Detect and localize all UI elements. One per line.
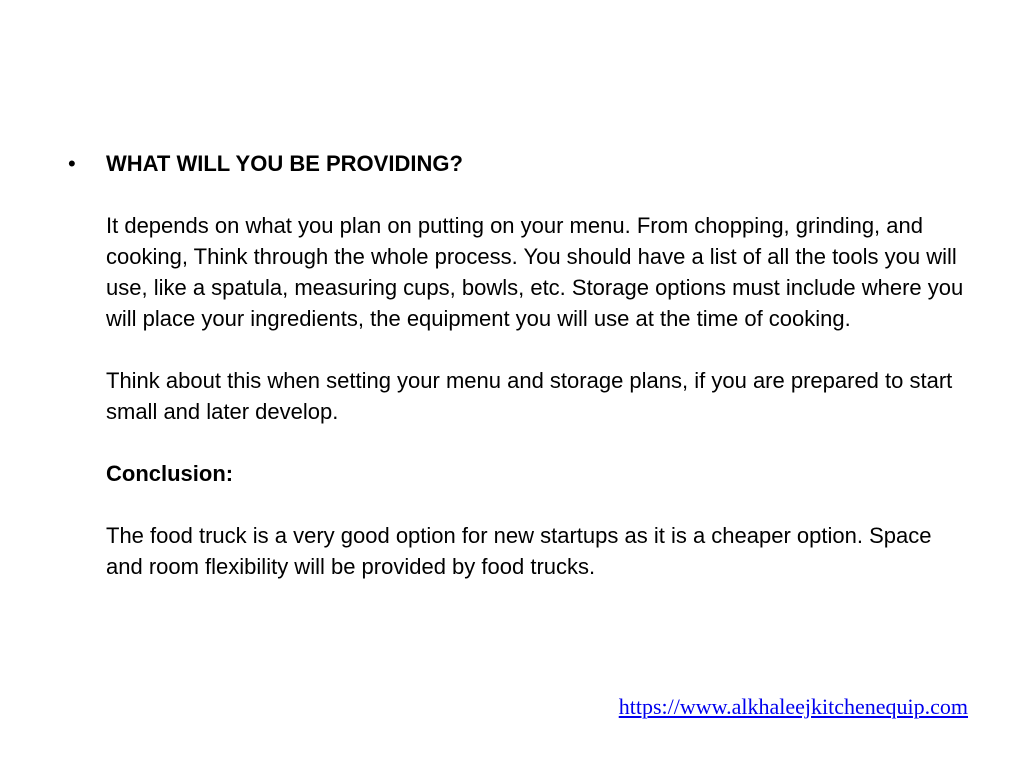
bullet-body xyxy=(106,148,966,582)
section-heading: WHAT WILL YOU BE PROVIDING? xyxy=(106,151,463,176)
paragraph-planning: Think about this when setting your menu and storage plans, if you are prepared to start small and later develop. xyxy=(106,368,953,424)
website-link[interactable]: https://www.alkhaleejkitchenequip.com xyxy=(618,694,968,719)
paragraph-providing: It depends on what you plan on putting on your menu. From chopping, grinding, and cooking, Think through the whole process. You should have a list of all the tools you will use, like a spatula, measuring cups, bowls, etc. Storage options must include where you will place your ingredients, the equipment you will use at the time of cooking. xyxy=(106,213,964,331)
bullet-icon: • xyxy=(68,151,76,176)
paragraph-conclusion: The food truck is a very good option for new startups as it is a cheaper option. Space and room flexibility will be provided by food trucks. xyxy=(106,523,932,579)
conclusion-heading: Conclusion: xyxy=(106,461,234,486)
